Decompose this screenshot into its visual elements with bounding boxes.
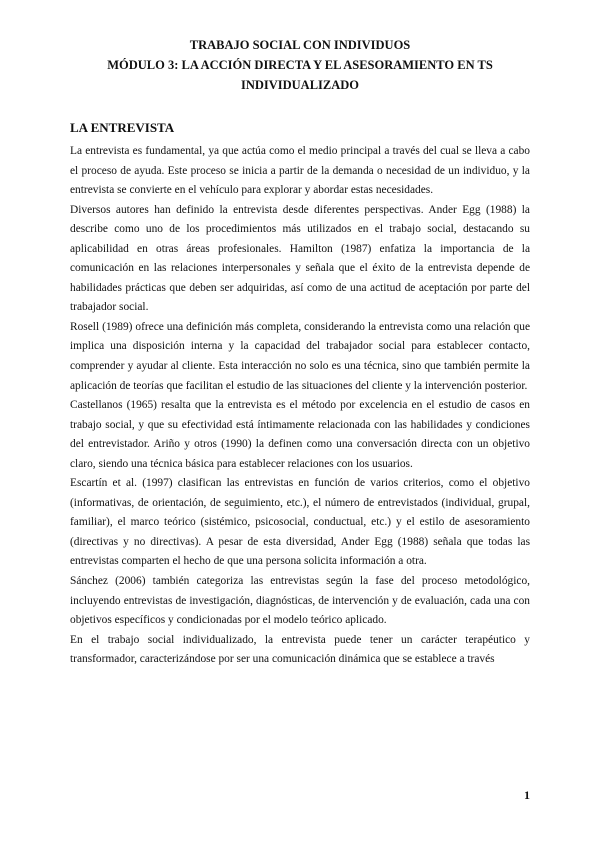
paragraph-4: Castellanos (1965) resalta que la entrevista es el método por excelencia en el estudio de casos en trabajo social, y que su efectividad está íntimamente relacionada con las habilidades y condiciones del entrevistador. Ariño y otros (1990) la definen como una conversación directa con un objetivo claro, siendo una técnica básica para establecer relaciones con los usuarios. xyxy=(70,399,530,470)
paragraph-2: Diversos autores han definido la entrevista desde diferentes perspectivas. Ander Egg (1988) la describe como uno de los procedimientos más utilizados en el trabajo social, destacando su aplicabilidad en otras áreas profesionales. Hamilton (1987) enfatiza la importancia de la comunicación en las relaciones interpersonales y señala que el éxito de la entrevista depende de habilidades prácticas que deben ser adquiridas, así como de una actitud de aceptación por parte del trabajador social. xyxy=(70,203,530,314)
paragraph-5: Escartín et al. (1997) clasifican las entrevistas en función de varios criterios, como el objetivo (informativas, de orientación, de seguimiento, etc.), el número de entrevistados (individual, grupal, familiar), el marco teórico (sistémico, psicosocial, conductual, etc.) y el estilo de asesoramiento (directivas y no directivas). A pesar de esta diversidad, Ander Egg (1988) señala que todas las entrevistas comparten el hecho de que una persona solicita información a otra. xyxy=(70,477,530,568)
header-title-line-3: INDIVIDUALIZADO xyxy=(240,78,360,92)
header-title-line-1: TRABAJO SOCIAL CON INDIVIDUOS xyxy=(189,38,411,52)
paragraph-6: Sánchez (2006) también categoriza las entrevistas según la fase del proceso metodológico, incluyendo entrevistas de investigación, diagnósticas, de intervención y de evaluación, cada una con objetivos específicos y condicionadas por el modelo teórico aplicado. xyxy=(70,575,530,627)
page-number: 1 xyxy=(524,788,530,802)
document-header xyxy=(70,35,530,95)
paragraph-1: La entrevista es fundamental, ya que actúa como el medio principal a través del cual se lleva a cabo el proceso de ayuda. Este proceso se inicia a partir de la demanda o necesidad de un individuo, y la entrevista se convierte en el vehículo para explorar y abordar estas necesidades. xyxy=(70,145,530,197)
header-title-line-2: MÓDULO 3: LA ACCIÓN DIRECTA Y EL ASESORAMIENTO EN TS xyxy=(107,58,493,72)
body-text xyxy=(70,142,530,670)
paragraph-3: Rosell (1989) ofrece una definición más completa, considerando la entrevista como una relación que implica una disposición interna y la capacidad del trabajador social para establecer contacto, comprender y ayudar al cliente. Esta interacción no solo es una técnica, sino que también permite la aplicación de teorías que facilitan el estudio de las situaciones del cliente y la intervención posterior. xyxy=(70,320,530,392)
paragraph-7: En el trabajo social individualizado, la entrevista puede tener un carácter terapéutico y transformador, caracterizándose por ser una comunicación dinámica que se establece a través xyxy=(70,633,530,666)
section-heading: LA ENTREVISTA xyxy=(70,120,175,135)
